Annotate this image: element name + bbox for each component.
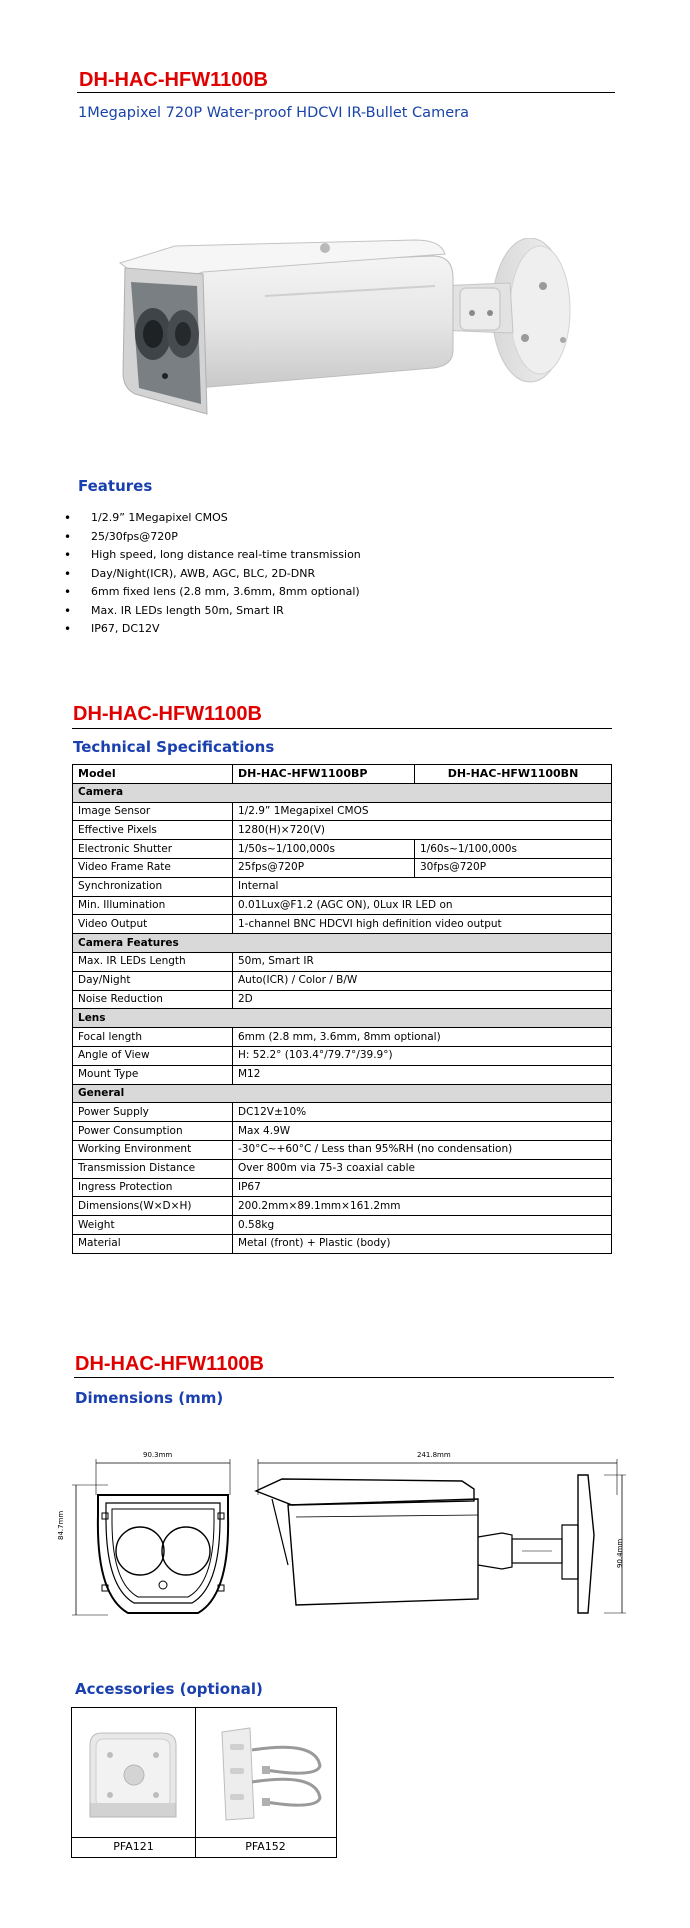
spec-value: 6mm (2.8 mm, 3.6mm, 8mm optional) bbox=[233, 1028, 612, 1047]
dimension-front-view bbox=[68, 1455, 238, 1625]
accessory-label-pfa121: PFA121 bbox=[113, 1840, 154, 1853]
spec-label: Mount Type bbox=[73, 1065, 233, 1084]
spec-table bbox=[72, 764, 612, 1254]
spec-label: Working Environment bbox=[73, 1140, 233, 1159]
spec-header-model: Model bbox=[73, 765, 233, 784]
spec-row bbox=[73, 971, 612, 990]
spec-value: 50m, Smart IR bbox=[233, 952, 612, 971]
spec-label: Dimensions(W×D×H) bbox=[73, 1197, 233, 1216]
page2-title-rule bbox=[72, 728, 612, 729]
feature-item: • High speed, long distance real-time transmission bbox=[64, 546, 361, 565]
features-heading: Features bbox=[78, 477, 153, 495]
accessories-heading: Accessories (optional) bbox=[75, 1680, 263, 1698]
spec-label: Max. IR LEDs Length bbox=[73, 952, 233, 971]
spec-label: Weight bbox=[73, 1216, 233, 1235]
spec-header-row bbox=[73, 765, 612, 784]
page1-model-title: DH-HAC-HFW1100B bbox=[79, 69, 268, 91]
spec-row bbox=[73, 1065, 612, 1084]
dimensions-heading: Dimensions (mm) bbox=[75, 1389, 224, 1407]
spec-header-bn: DH-HAC-HFW1100BN bbox=[415, 765, 612, 784]
spec-row bbox=[73, 858, 612, 877]
feature-item: • Max. IR LEDs length 50m, Smart IR bbox=[64, 602, 361, 621]
spec-value: M12 bbox=[233, 1065, 612, 1084]
spec-row bbox=[73, 1046, 612, 1065]
spec-value: DC12V±10% bbox=[233, 1103, 612, 1122]
spec-value: 1-channel BNC HDCVI high definition video output bbox=[233, 915, 612, 934]
spec-value: Max 4.9W bbox=[233, 1122, 612, 1141]
spec-row bbox=[73, 1197, 612, 1216]
spec-label: Angle of View bbox=[73, 1046, 233, 1065]
accessories-divider-h bbox=[71, 1837, 336, 1838]
spec-row bbox=[73, 990, 612, 1009]
spec-value: Over 800m via 75-3 coaxial cable bbox=[233, 1159, 612, 1178]
spec-label: Min. Illumination bbox=[73, 896, 233, 915]
camera-product-image bbox=[115, 238, 595, 438]
feature-item: • 6mm fixed lens (2.8 mm, 3.6mm, 8mm optional) bbox=[64, 583, 361, 602]
spec-value-bn: 30fps@720P bbox=[415, 858, 612, 877]
spec-label: Effective Pixels bbox=[73, 821, 233, 840]
spec-label: Electronic Shutter bbox=[73, 840, 233, 859]
spec-value: 1/50s~1/100,000s bbox=[233, 840, 415, 859]
dim-side-length-label: 241.8mm bbox=[417, 1451, 451, 1459]
spec-value: H: 52.2° (103.4°/79.7°/39.9°) bbox=[233, 1046, 612, 1065]
spec-value: 2D bbox=[233, 990, 612, 1009]
pfa121-junction-box-image bbox=[82, 1725, 187, 1825]
spec-value: IP67 bbox=[233, 1178, 612, 1197]
spec-row bbox=[73, 1216, 612, 1235]
spec-row bbox=[73, 1103, 612, 1122]
page3-model-title: DH-HAC-HFW1100B bbox=[75, 1353, 264, 1375]
spec-label: Focal length bbox=[73, 1028, 233, 1047]
spec-value: Auto(ICR) / Color / B/W bbox=[233, 971, 612, 990]
spec-value: 25fps@720P bbox=[233, 858, 415, 877]
spec-label: Material bbox=[73, 1234, 233, 1253]
spec-row bbox=[73, 1159, 612, 1178]
spec-row bbox=[73, 1178, 612, 1197]
spec-row bbox=[73, 915, 612, 934]
accessory-label-pfa152: PFA152 bbox=[245, 1840, 286, 1853]
spec-section-row bbox=[73, 783, 612, 802]
spec-row bbox=[73, 896, 612, 915]
spec-section-row bbox=[73, 1084, 612, 1103]
feature-item: • Day/Night(ICR), AWB, AGC, BLC, 2D-DNR bbox=[64, 565, 361, 584]
spec-section-label: Camera bbox=[73, 783, 612, 802]
spec-row bbox=[73, 877, 612, 896]
spec-value: 0.01Lux@F1.2 (AGC ON), 0Lux IR LED on bbox=[233, 896, 612, 915]
spec-value: 1280(H)×720(V) bbox=[233, 821, 612, 840]
pfa152-pole-mount-image bbox=[206, 1722, 331, 1827]
spec-value: -30°C~+60°C / Less than 95%RH (no condensation) bbox=[233, 1140, 612, 1159]
spec-label: Power Consumption bbox=[73, 1122, 233, 1141]
page3-title-rule bbox=[74, 1377, 614, 1378]
spec-label: Day/Night bbox=[73, 971, 233, 990]
dim-side-height-label: 90.4mm bbox=[616, 1538, 624, 1568]
spec-row bbox=[73, 802, 612, 821]
dim-front-height-label: 84.7mm bbox=[57, 1510, 65, 1540]
spec-row bbox=[73, 1122, 612, 1141]
spec-label: Noise Reduction bbox=[73, 990, 233, 1009]
dim-front-width-label: 90.3mm bbox=[143, 1451, 173, 1459]
spec-value: 0.58kg bbox=[233, 1216, 612, 1235]
feature-item: • 1/2.9” 1Megapixel CMOS bbox=[64, 509, 361, 528]
spec-value: Internal bbox=[233, 877, 612, 896]
page1-title-rule bbox=[77, 92, 615, 93]
spec-section-label: Lens bbox=[73, 1009, 612, 1028]
spec-row bbox=[73, 1140, 612, 1159]
spec-label: Video Output bbox=[73, 915, 233, 934]
spec-label: Synchronization bbox=[73, 877, 233, 896]
spec-value: Metal (front) + Plastic (body) bbox=[233, 1234, 612, 1253]
spec-row bbox=[73, 1028, 612, 1047]
spec-value: 200.2mm×89.1mm×161.2mm bbox=[233, 1197, 612, 1216]
spec-label: Ingress Protection bbox=[73, 1178, 233, 1197]
spec-section-label: Camera Features bbox=[73, 934, 612, 953]
spec-value-bn: 1/60s~1/100,000s bbox=[415, 840, 612, 859]
spec-label: Image Sensor bbox=[73, 802, 233, 821]
spec-label: Transmission Distance bbox=[73, 1159, 233, 1178]
page2-model-title: DH-HAC-HFW1100B bbox=[73, 703, 262, 725]
dimension-side-view bbox=[252, 1455, 632, 1620]
spec-section-row bbox=[73, 934, 612, 953]
spec-label: Video Frame Rate bbox=[73, 858, 233, 877]
spec-section-label: General bbox=[73, 1084, 612, 1103]
spec-section-row bbox=[73, 1009, 612, 1028]
spec-label: Power Supply bbox=[73, 1103, 233, 1122]
spec-row bbox=[73, 1234, 612, 1253]
spec-value: 1/2.9” 1Megapixel CMOS bbox=[233, 802, 612, 821]
features-list bbox=[64, 509, 361, 639]
spec-row bbox=[73, 821, 612, 840]
accessories-divider-v bbox=[195, 1707, 196, 1857]
spec-row bbox=[73, 952, 612, 971]
feature-item: • IP67, DC12V bbox=[64, 620, 361, 639]
spec-row bbox=[73, 840, 612, 859]
product-subtitle: 1Megapixel 720P Water-proof HDCVI IR-Bullet Camera bbox=[78, 105, 469, 121]
tech-spec-heading: Technical Specifications bbox=[73, 738, 275, 756]
feature-item: • 25/30fps@720P bbox=[64, 528, 361, 547]
spec-header-bp: DH-HAC-HFW1100BP bbox=[233, 765, 415, 784]
